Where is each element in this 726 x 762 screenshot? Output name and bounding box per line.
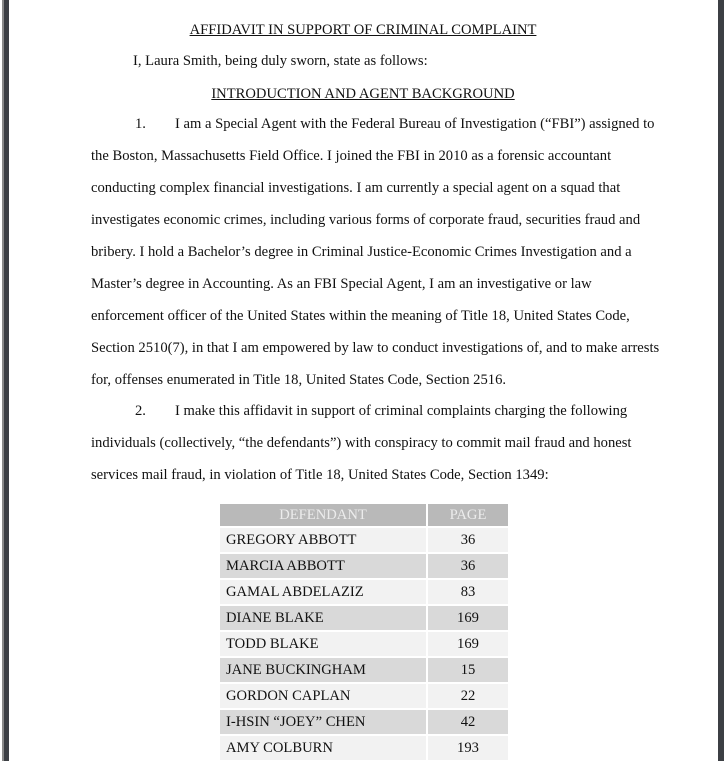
paragraph-line: I make this affidavit in support of criminal complaints charging the following [175, 403, 628, 419]
table-row [220, 658, 508, 682]
section-heading: INTRODUCTION AND AGENT BACKGROUND [211, 86, 515, 102]
table-row [220, 736, 508, 760]
paragraph-line: services mail fraud, in violation of Title 18, United States Code, Section 1349: [91, 467, 549, 483]
right-window-border [718, 0, 724, 761]
page-number: 22 [426, 684, 508, 708]
defendant-name: I-HSIN “JOEY” CHEN [220, 710, 426, 734]
page-number: 15 [426, 658, 508, 682]
table-row [220, 684, 508, 708]
paragraph-line: I am a Special Agent with the Federal Bureau of Investigation (“FBI”) assigned to [175, 116, 655, 132]
paragraph-line: investigates economic crimes, including various forms of corporate fraud, securities fraud and [91, 212, 641, 228]
defendant-name: AMY COLBURN [220, 736, 426, 760]
page-number: 169 [426, 632, 508, 656]
defendant-name: GREGORY ABBOTT [220, 528, 426, 552]
paragraph-number: 1. [135, 116, 146, 132]
document-title: AFFIDAVIT IN SUPPORT OF CRIMINAL COMPLAINT [189, 22, 537, 38]
page-number: 83 [426, 580, 508, 604]
table-row [220, 606, 508, 630]
table-row [220, 528, 508, 552]
defendant-name: JANE BUCKINGHAM [220, 658, 426, 682]
defendant-name: GORDON CAPLAN [220, 684, 426, 708]
intro-line: I, Laura Smith, being duly sworn, state as follows: [133, 53, 428, 69]
table-row [220, 632, 508, 656]
page-number: 169 [426, 606, 508, 630]
paragraph-line: conducting complex financial investigations. I am currently a special agent on a squad that [91, 180, 621, 196]
paragraph-line: individuals (collectively, “the defendants”) with conspiracy to commit mail fraud and honest [91, 435, 632, 451]
paragraph-line: enforcement officer of the United States within the meaning of Title 18, United States Code, [91, 308, 630, 324]
paragraph-number: 2. [135, 403, 146, 419]
page-number: 36 [426, 528, 508, 552]
page-number: 193 [426, 736, 508, 760]
paragraph-line: the Boston, Massachusetts Field Office. I joined the FBI in 2010 as a forensic accountant [91, 148, 612, 164]
page-number: 42 [426, 710, 508, 734]
paragraph-line: bribery. I hold a Bachelor’s degree in Criminal Justice-Economic Crimes Investigation and a [91, 244, 632, 260]
defendant-name: TODD BLAKE [220, 632, 426, 656]
table-row [220, 710, 508, 734]
left-window-border [2, 0, 9, 761]
defendant-name: GAMAL ABDELAZIZ [220, 580, 426, 604]
defendants-table [220, 502, 508, 762]
page-number: 36 [426, 554, 508, 578]
paragraph-line: Section 2510(7), in that I am empowered by law to conduct investigations of, and to make arrests [91, 340, 660, 356]
paragraph-line: Master’s degree in Accounting. As an FBI Special Agent, I am an investigative or law [91, 276, 592, 292]
paragraph-line: for, offenses enumerated in Title 18, United States Code, Section 2516. [91, 372, 507, 388]
table-row [220, 580, 508, 604]
table-row [220, 554, 508, 578]
header-page: PAGE [426, 504, 508, 526]
defendant-name: DIANE BLAKE [220, 606, 426, 630]
header-defendant: DEFENDANT [220, 504, 426, 526]
defendant-name: MARCIA ABBOTT [220, 554, 426, 578]
